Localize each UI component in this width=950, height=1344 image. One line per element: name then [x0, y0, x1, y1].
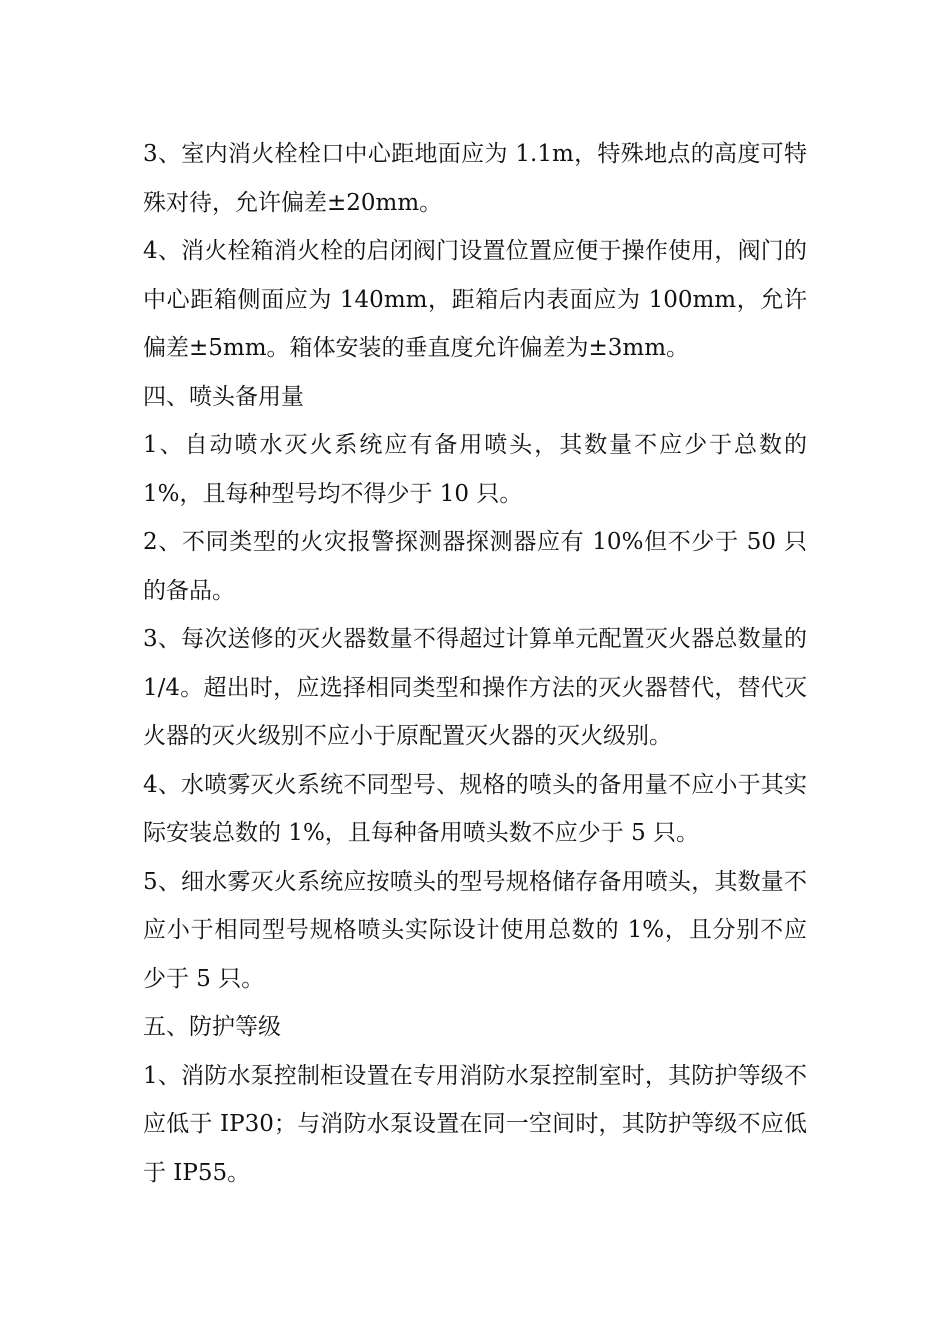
paragraph-water-mist-spares: 5、细水雾灭火系统应按喷头的型号规格储存备用喷头，其数量不应小于相同型号规格喷头实际设计使用总数的 1%，且分别不应少于 5 只。 [143, 868, 807, 992]
paragraph-sprinkler-spares: 1、自动喷水灭火系统应有备用喷头，其数量不应少于总数的1%，且每种型号均不得少于 10 只。 [143, 432, 807, 507]
paragraph-hydrant-valve: 4、消火栓箱消火栓的启闭阀门设置位置应便于操作使用，阀门的中心距箱侧面应为 140mm，距箱后内表面应为 100mm，允许偏差±5mm。箱体安装的垂直度允许偏差为±3mm。 [143, 238, 807, 361]
document-body [143, 130, 807, 1197]
section-heading-protection-level: 五、防护等级 [143, 1014, 281, 1040]
section-heading-spare-sprinklers: 四、喷头备用量 [143, 383, 304, 410]
paragraph-water-spray-spares: 4、水喷雾灭火系统不同型号、规格的喷头的备用量不应小于其实际安装总数的 1%，且每种备用喷头数不应少于 5 只。 [143, 771, 807, 846]
paragraph-pump-cabinet-ip: 1、消防水泵控制柜设置在专用消防水泵控制室时，其防护等级不应低于 IP30；与消防水泵设置在同一空间时，其防护等级不应低于 IP55。 [143, 1062, 807, 1186]
paragraph-hydrant-height: 3、室内消火栓栓口中心距地面应为 1.1m，特殊地点的高度可特殊对待，允许偏差±20mm。 [143, 141, 807, 216]
paragraph-extinguisher-repair: 3、每次送修的灭火器数量不得超过计算单元配置灭火器总数量的 1/4。超出时，应选择相同类型和操作方法的灭火器替代，替代灭火器的灭火级别不应小于原配置灭火器的灭火级别。 [143, 626, 807, 749]
paragraph-detector-spares: 2、不同类型的火灾报警探测器探测器应有 10%但不少于 50 只的备品。 [143, 529, 807, 604]
